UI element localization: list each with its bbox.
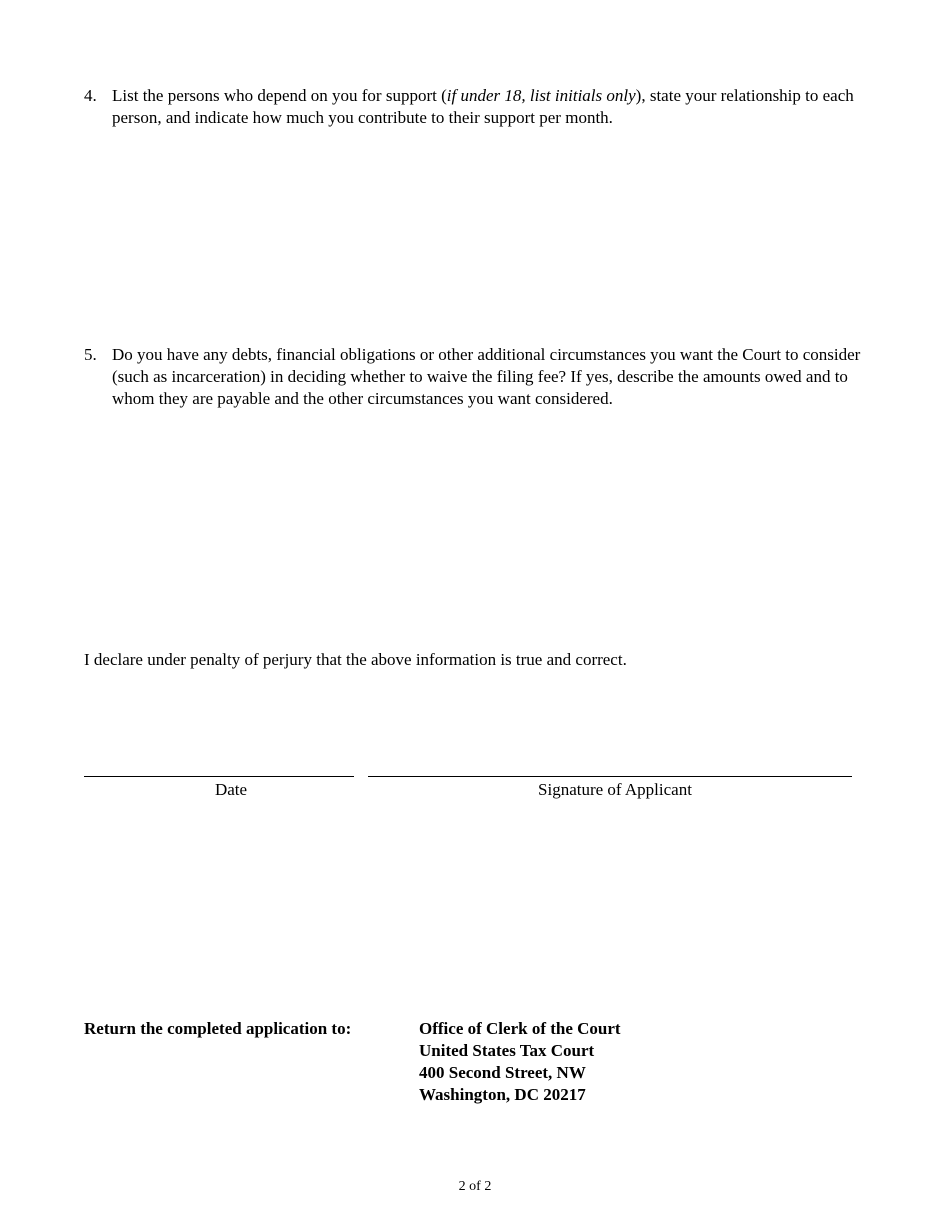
date-line[interactable] bbox=[84, 776, 354, 777]
question-4 bbox=[84, 85, 884, 129]
signature-label: Signature of Applicant bbox=[538, 780, 692, 799]
address-line: Washington, DC 20217 bbox=[419, 1085, 586, 1104]
declaration-statement: I declare under penalty of perjury that the above information is true and correct. bbox=[84, 650, 627, 669]
address-line: United States Tax Court bbox=[419, 1041, 595, 1060]
question-number: 5. bbox=[84, 345, 97, 364]
question-text: List the persons who depend on you for support (if under 18, list initials only), state your relationship to each person, and indicate how much you contribute to their support per month. bbox=[112, 86, 854, 127]
date-label: Date bbox=[214, 780, 248, 799]
return-label: Return the completed application to: bbox=[84, 1019, 352, 1038]
question-number: 4. bbox=[84, 86, 97, 105]
page-number: 2 of 2 bbox=[458, 1179, 492, 1194]
address-line: 400 Second Street, NW bbox=[419, 1063, 586, 1082]
question-italic-note: if under 18, list initials only bbox=[446, 86, 636, 105]
signature-line[interactable] bbox=[368, 776, 852, 777]
question-5 bbox=[84, 344, 884, 410]
mailing-address bbox=[419, 1018, 621, 1106]
address-line: Office of Clerk of the Court bbox=[419, 1019, 621, 1038]
question-text: Do you have any debts, financial obligations or other additional circumstances you want the Court to consider (such as incarceration) in deciding whether to waive the filing fee? If yes, describe the amounts owed and to whom they are payable and the other circumstances you want considered. bbox=[112, 345, 861, 408]
